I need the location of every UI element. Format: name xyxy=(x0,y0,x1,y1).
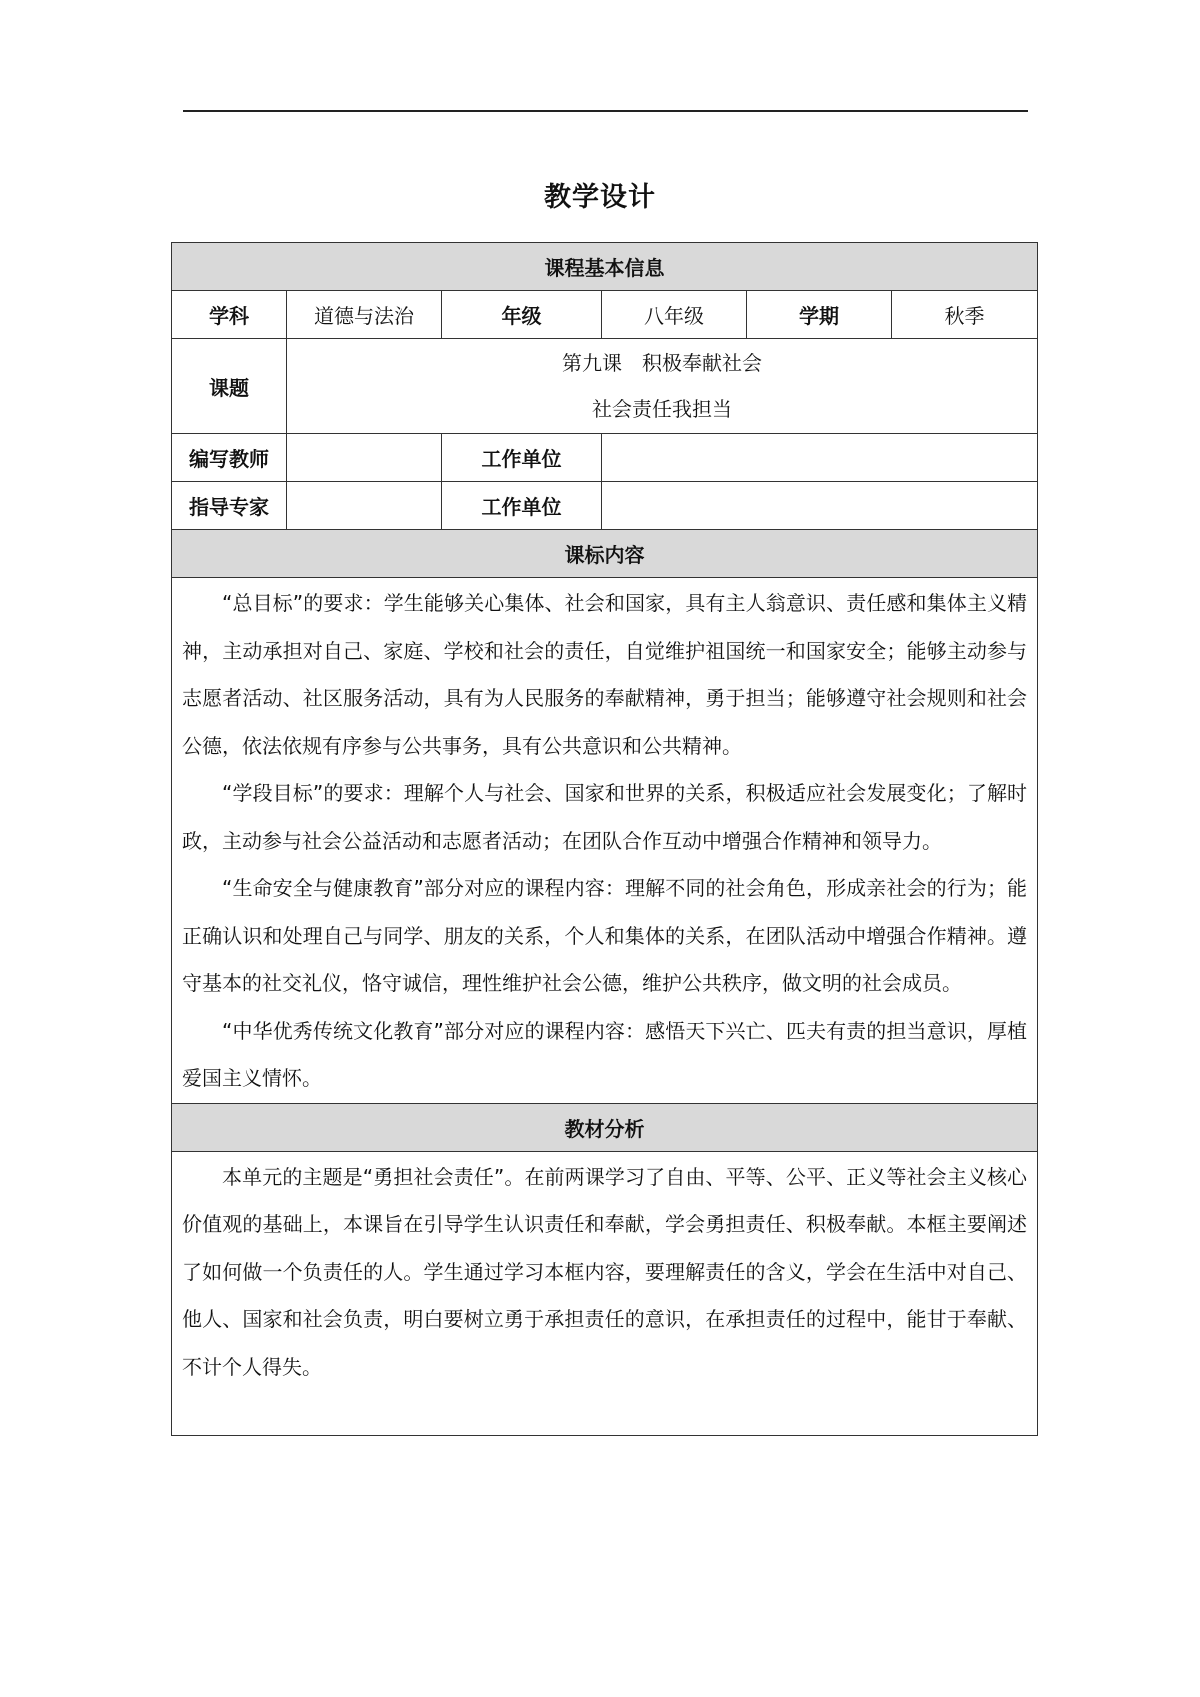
advisor-unit-label: 工作单位 xyxy=(442,482,602,530)
standards-paragraph: “总目标”的要求：学生能够关心集体、社会和国家，具有主人翁意识、责任感和集体主义精神，主动承担对自己、家庭、学校和社会的责任，自觉维护祖国统一和国家安全；能够主动参与志愿者活动、社区服务活动，具有为人民服务的奉献精神，勇于担当；能够遵守社会规则和社会公德，依法依规有序参与公共事务，具有公共意识和公共精神。 xyxy=(182,591,1028,758)
standards-paragraph: “学段目标”的要求：理解个人与社会、国家和世界的关系，积极适应社会发展变化；了解时政，主动参与社会公益活动和志愿者活动；在团队合作互动中增强合作精神和领导力。 xyxy=(182,781,1028,853)
advisor-unit-value xyxy=(602,482,1038,530)
advisor-label: 指导专家 xyxy=(172,482,287,530)
standards-content xyxy=(172,578,1038,1104)
section-header-material: 教材分析 xyxy=(172,1103,1038,1151)
topic-line-lesson: 第九课 积极奉献社会 xyxy=(562,351,763,375)
topic-value xyxy=(287,339,1038,434)
section-header-basic-info: 课程基本信息 xyxy=(172,243,1038,291)
standards-paragraph: “中华优秀传统文化教育”部分对应的课程内容：感悟天下兴亡、匹夫有责的担当意识，厚植爱国主义情怀。 xyxy=(182,1018,1028,1090)
material-paragraph: 本单元的主题是“勇担社会责任”。在前两课学习了自由、平等、公平、正义等社会主义核心价值观的基础上，本课旨在引导学生认识责任和奉献，学会勇担责任、积极奉献。本框主要阐述了如何做一个负责任的人。学生通过学习本框内容，要理解责任的含义，学会在生活中对自己、他人、国家和社会负责，明白要树立勇于承担责任的意识，在承担责任的过程中，能甘于奉献、不计个人得失。 xyxy=(182,1164,1028,1379)
subject-value: 道德与法治 xyxy=(287,291,442,339)
author-unit-label: 工作单位 xyxy=(442,434,602,482)
term-value: 秋季 xyxy=(892,291,1038,339)
grade-value: 八年级 xyxy=(602,291,747,339)
header-rule xyxy=(183,110,1028,112)
topic-line-frame: 社会责任我担当 xyxy=(592,397,733,421)
lesson-plan-table xyxy=(171,242,1038,1436)
author-label: 编写教师 xyxy=(172,434,287,482)
author-unit-value xyxy=(602,434,1038,482)
grade-label: 年级 xyxy=(442,291,602,339)
document-title: 教学设计 xyxy=(544,182,656,213)
topic-label: 课题 xyxy=(172,339,287,434)
section-header-standards: 课标内容 xyxy=(172,530,1038,578)
advisor-value xyxy=(287,482,442,530)
subject-label: 学科 xyxy=(172,291,287,339)
term-label: 学期 xyxy=(747,291,892,339)
author-value xyxy=(287,434,442,482)
standards-paragraph: “生命安全与健康教育”部分对应的课程内容：理解不同的社会角色，形成亲社会的行为；能正确认识和处理自己与同学、朋友的关系，个人和集体的关系，在团队活动中增强合作精神。遵守基本的社交礼仪，恪守诚信，理性维护社会公德，维护公共秩序，做文明的社会成员。 xyxy=(182,876,1028,995)
material-content xyxy=(172,1151,1038,1435)
